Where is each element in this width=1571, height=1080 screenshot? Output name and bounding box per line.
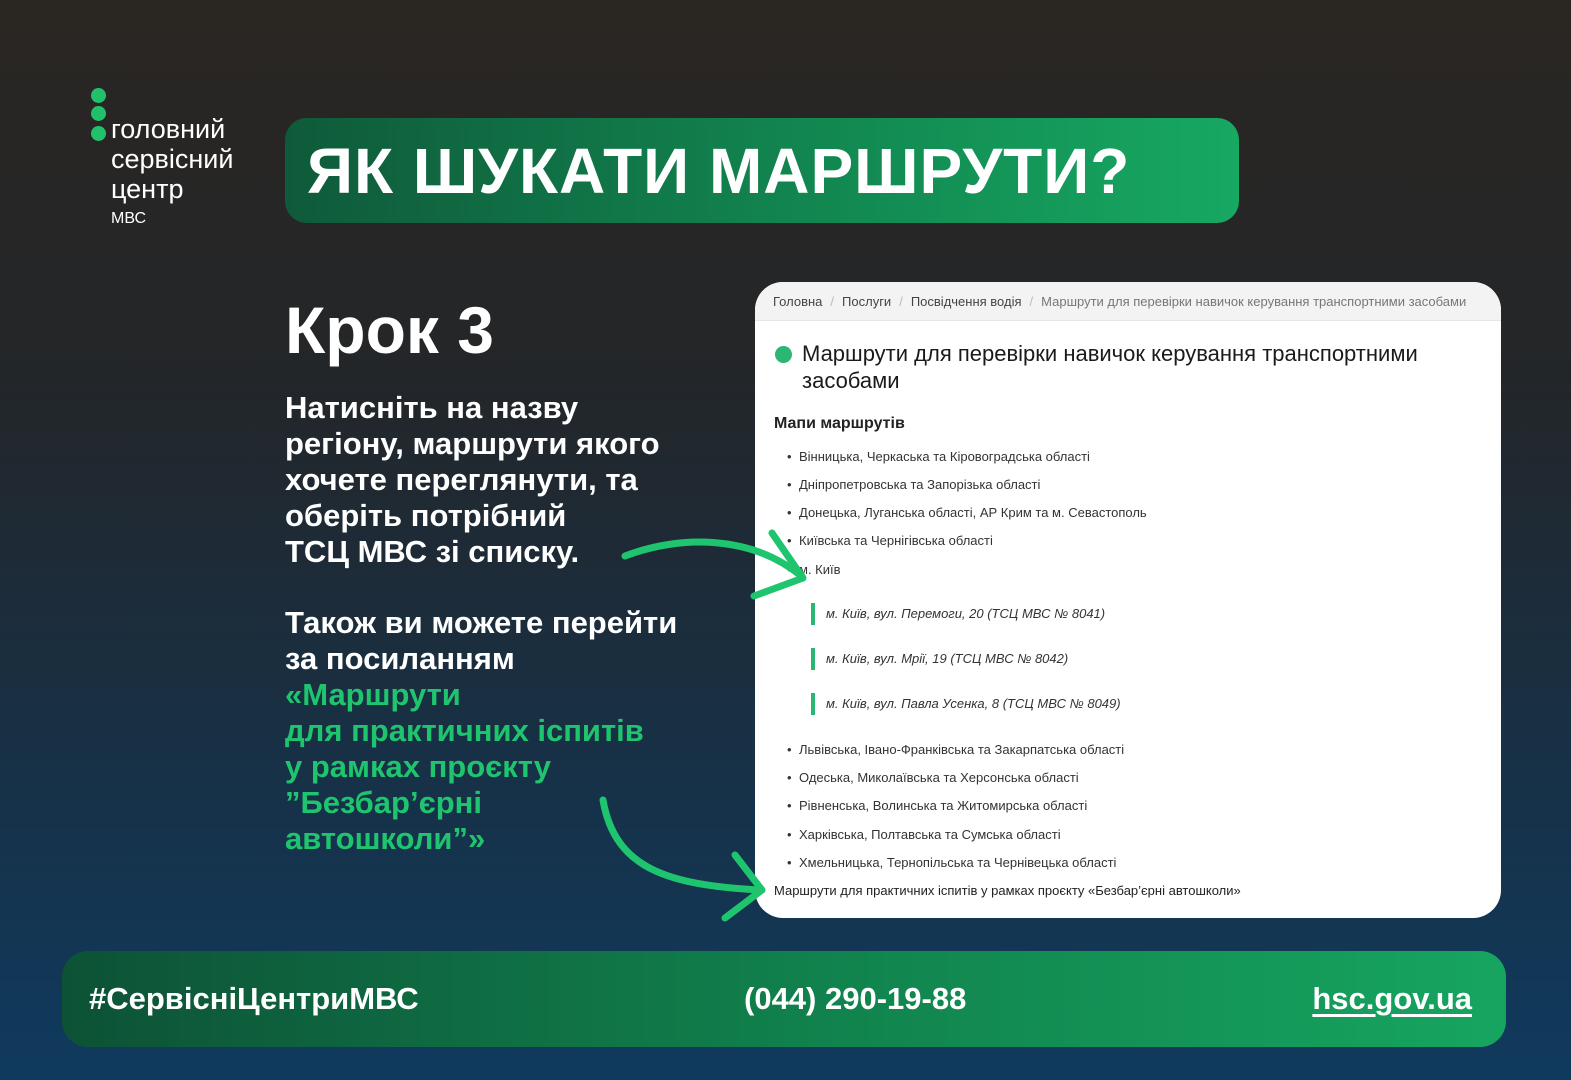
- service-center-link[interactable]: м. Київ, вул. Мрії, 19 (ТСЦ МВС № 8042): [811, 648, 1068, 670]
- logo-text: [111, 114, 311, 230]
- breadcrumb-separator: /: [899, 293, 903, 309]
- maps-heading: Мапи маршрутів: [774, 415, 905, 432]
- region-link[interactable]: • Хмельницька, Тернопільська та Чернівецька області: [799, 855, 1116, 870]
- logo-line-2: сервісний: [111, 144, 234, 174]
- alternative-text: [285, 605, 745, 857]
- region-link-kyiv[interactable]: • м. Київ: [799, 562, 841, 577]
- region-link[interactable]: • Харківська, Полтавська та Сумська області: [799, 827, 1061, 842]
- footer-phone[interactable]: (044) 290-19-88: [744, 981, 967, 1016]
- footer-website-link[interactable]: hsc.gov.ua: [1312, 981, 1472, 1016]
- region-link[interactable]: • Одеська, Миколаївська та Херсонська області: [799, 770, 1079, 785]
- alternative-line: Також ви можете перейти: [285, 605, 678, 640]
- instruction-line: ТСЦ МВС зі списку.: [285, 534, 580, 569]
- breadcrumb-current: Маршрути для перевірки навичок керування транспортними засобами: [1041, 293, 1467, 309]
- region-link[interactable]: • Київська та Чернігівська області: [799, 533, 993, 548]
- footer-hashtag: #СервісніЦентриМВС: [89, 981, 419, 1016]
- website-screenshot: [755, 282, 1501, 918]
- logo-dot-icon: [91, 106, 106, 121]
- page-title: ЯК ШУКАТИ МАРШРУТИ?: [307, 134, 1131, 207]
- breadcrumb-separator: /: [830, 293, 835, 309]
- logo-line-3: центр: [111, 174, 184, 204]
- alternative-line: за посиланням: [285, 641, 515, 676]
- routes-link-line: для практичних іспитів: [285, 713, 644, 748]
- logo-line-1: головний: [111, 114, 226, 144]
- footer-bar: [62, 951, 1506, 1047]
- routes-link-line: автошколи”»: [285, 821, 486, 856]
- service-center-link[interactable]: м. Київ, вул. Перемоги, 20 (ТСЦ МВС № 8041): [811, 603, 1105, 625]
- breadcrumb: [755, 282, 1501, 321]
- instruction-line: оберіть потрібний: [285, 498, 567, 533]
- region-link[interactable]: • Дніпропетровська та Запорізька області: [799, 477, 1040, 492]
- region-link[interactable]: • Рівненська, Волинська та Житомирська області: [799, 798, 1087, 813]
- page-heading-text: Маршрути для перевірки навичок керування транспортними засобами: [802, 341, 1418, 393]
- instruction-line: регіону, маршрути якого: [285, 426, 660, 461]
- service-center-link[interactable]: м. Київ, вул. Павла Усенка, 8 (ТСЦ МВС № 8049): [811, 693, 1121, 715]
- breadcrumb-item[interactable]: Послуги: [842, 293, 892, 309]
- breadcrumb-separator: /: [1029, 293, 1034, 309]
- logo-subtitle: МВС: [111, 210, 147, 227]
- routes-link-line: ”Безбар’єрні: [285, 785, 482, 820]
- step-title: Крок 3: [285, 293, 494, 367]
- region-link[interactable]: • Донецька, Луганська області, АР Крим та м. Севастополь: [799, 505, 1147, 520]
- logo-dot-icon: [91, 88, 106, 103]
- region-link[interactable]: • Львівська, Івано-Франківська та Закарпатська області: [799, 742, 1124, 757]
- breadcrumb-item[interactable]: Головна: [773, 293, 823, 309]
- logo-dot-icon: [91, 126, 106, 141]
- heading-dot-icon: [775, 346, 792, 363]
- routes-link-line: «Маршрути: [285, 677, 461, 712]
- page-heading: [775, 340, 1490, 394]
- instruction-text: [285, 390, 735, 570]
- title-banner: [285, 118, 1239, 223]
- instruction-line: Натисніть на назву: [285, 390, 579, 425]
- breadcrumb-item[interactable]: Посвідчення водія: [910, 293, 1022, 309]
- instruction-line: хочете переглянути, та: [285, 462, 638, 497]
- region-link[interactable]: • Вінницька, Черкаська та Кіровоградська області: [799, 449, 1090, 464]
- routes-link-line: у рамках проєкту: [285, 749, 551, 784]
- barrier-free-routes-link[interactable]: Маршрути для практичних іспитів у рамках проєкту «Безбар’єрні автошколи»: [774, 883, 1241, 898]
